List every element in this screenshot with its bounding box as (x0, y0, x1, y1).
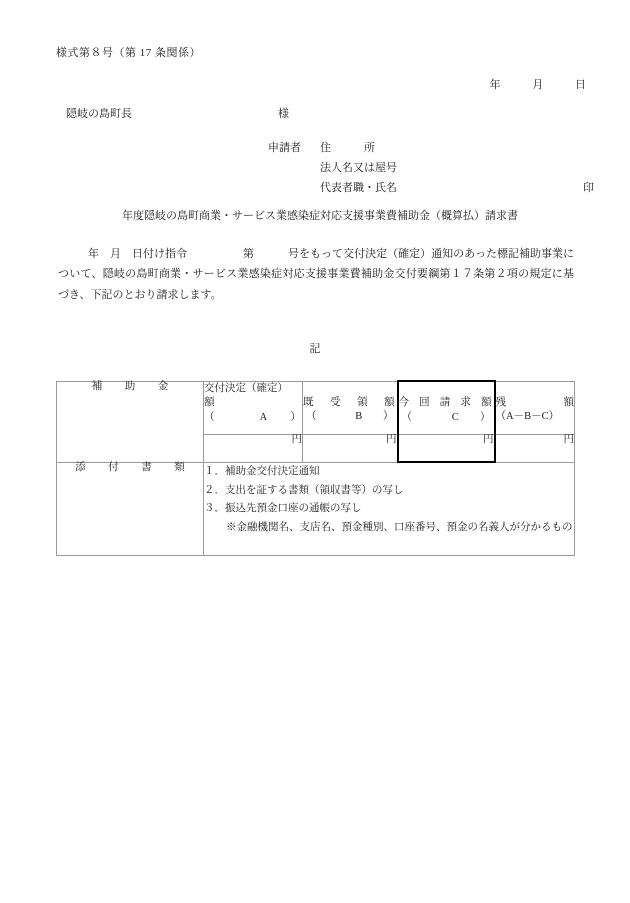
already-received-paren-close: ） (383, 411, 394, 423)
date-line (0, 80, 586, 91)
already-received-title: 既 受 領 額 (303, 396, 395, 408)
form-number: 様式第８号（第 17 条関係） (56, 47, 201, 59)
body-order-date: 年 月 日付け指令 (88, 248, 188, 260)
attachments-label: 添 付 書 類 (75, 461, 191, 473)
addressee-row (66, 109, 289, 120)
grant-decision-unit: 円 (291, 434, 302, 445)
list-item: ２．支出を証する書類（領収書等）の写し (204, 484, 404, 496)
addressee-name: 隠岐の島町長 (66, 108, 132, 120)
grant-decision-title-line2: 額 (204, 397, 215, 409)
grant-decision-paren-open: （ (204, 412, 236, 424)
applicant-corporate-name-label: 法人名又は屋号 (320, 162, 397, 174)
value-remaining-amount[interactable] (495, 435, 575, 463)
already-received-symbol: B (355, 411, 363, 423)
applicant-label: 申請者 (268, 142, 301, 154)
body-paragraph (58, 244, 574, 305)
subsidy-label-cell (57, 381, 204, 462)
seal-mark: 印 (583, 182, 594, 194)
date-year-label: 年 (489, 79, 501, 91)
attachments-list-cell (204, 462, 575, 555)
already-received-paren-open: （ (306, 411, 335, 423)
already-received-unit: 円 (386, 434, 397, 445)
attachments-note: ※金融機関名、支店名、預金種別、口座番号、預金の名義人が分かるもの (226, 522, 573, 534)
value-already-received-amount[interactable] (303, 435, 398, 463)
attachments-label-cell (57, 462, 204, 555)
col-header-grant-decision-amount (204, 381, 303, 435)
subsidy-label: 補 助 金 (91, 380, 175, 392)
date-day-label: 日 (575, 79, 586, 91)
col-header-already-received-amount (303, 381, 398, 435)
value-current-claim-amount[interactable] (398, 435, 495, 463)
current-claim-unit: 円 (483, 434, 494, 445)
page-title: 年度隠岐の島町商業・サービス業感染症対応支援事業費補助金（概算払）請求書 (122, 210, 518, 222)
table-attachments-row (57, 462, 575, 555)
current-claim-paren-close: ） (480, 411, 491, 423)
current-claim-symbol: C (451, 411, 459, 423)
remaining-title-left: 残 (495, 396, 506, 408)
body-order-prefix: 第 (243, 248, 255, 260)
grant-decision-title-line1: 交付決定（確定） (204, 382, 288, 394)
applicant-representative-label: 代表者職・氏名 (320, 182, 397, 194)
grant-decision-symbol: A (259, 412, 267, 424)
col-header-remaining-amount (495, 381, 575, 435)
remaining-unit: 円 (563, 434, 574, 445)
table-header-row (57, 381, 575, 435)
current-claim-title: 今 回 請 求 額 (398, 397, 492, 408)
body-main-text: 号をもって交付決定（確定）通知のあった標記補助事業について、隠岐の島町商業・サービス業感染症対応支援事業費補助金交付要綱第１７条第２項の規定に基づき、下記のとおり請求します。 (58, 248, 575, 301)
remaining-title-right: 額 (563, 396, 574, 408)
date-month-label: 月 (532, 79, 544, 91)
list-item: １．補助金交付決定通知 (204, 466, 320, 477)
list-item: ３．振込先預金口座の通帳の写し (204, 503, 362, 515)
ki-mark: 記 (309, 343, 321, 355)
addressee-honorific: 様 (278, 108, 289, 120)
claim-table (56, 380, 575, 556)
grant-decision-paren-close: ） (290, 412, 302, 424)
remaining-formula: （A－B－C） (495, 411, 560, 423)
value-grant-decision-amount[interactable] (204, 435, 303, 463)
applicant-address-label: 住 所 (320, 142, 375, 154)
current-claim-paren-open: （ (401, 411, 431, 423)
col-header-current-claim-amount (398, 381, 495, 435)
